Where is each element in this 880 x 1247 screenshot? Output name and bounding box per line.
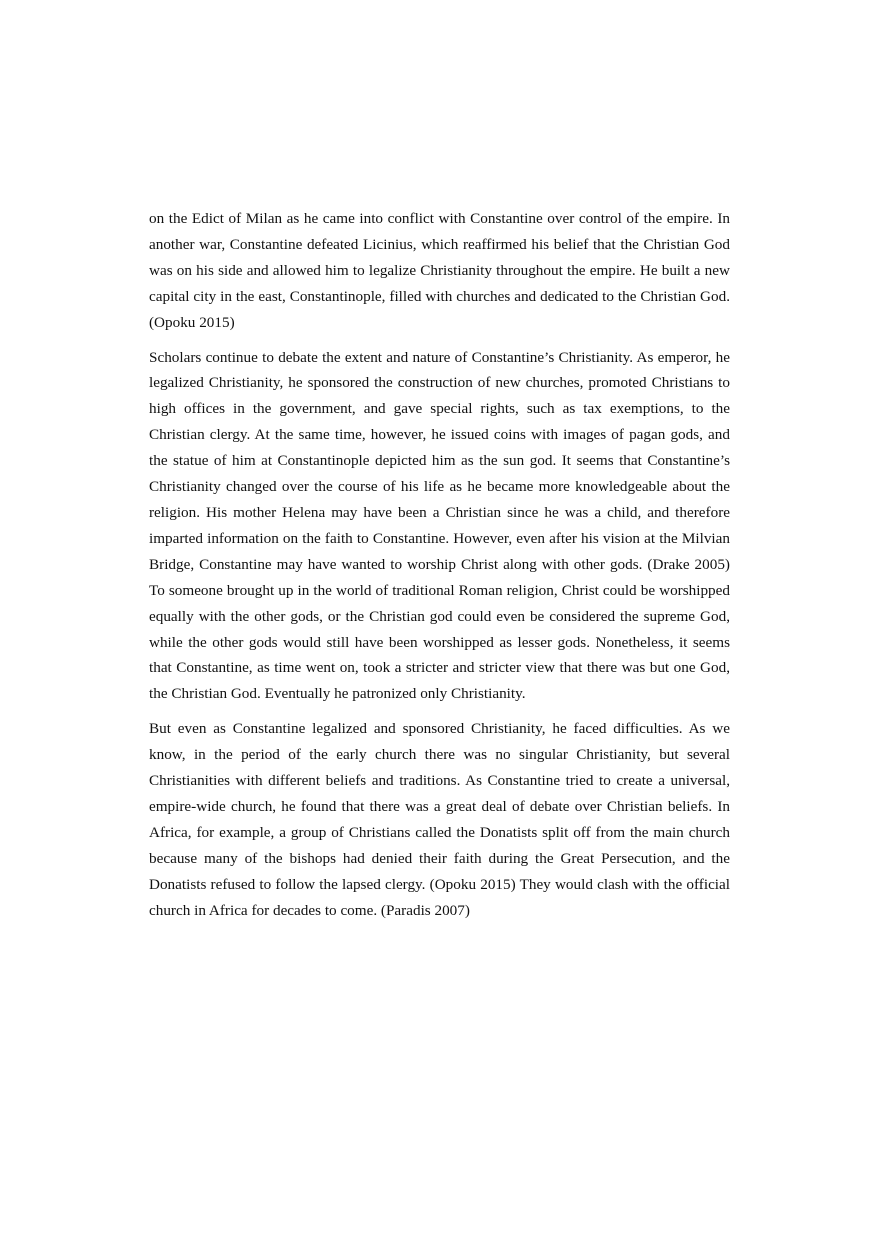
document-body xyxy=(149,206,730,932)
paragraph-constantines-christianity: Scholars continue to debate the extent and nature of Constantine’s Christianity. As emperor, he legalized Christianity, he sponsored the construction of new churches, promoted Christians to high offices in the government, and gave special rights, such as tax exemptions, to the Christian clergy. At the same time, however, he issued coins with images of pagan gods, and the statue of him at Constantinople depicted him as the sun god. It seems that Constantine’s Christianity changed over the course of his life as he became more knowledgeable about the religion. His mother Helena may have been a Christian since he was a child, and therefore imparted information on the faith to Constantine. However, even after his vision at the Milvian Bridge, Constantine may have wanted to worship Christ along with other gods. (Drake 2005) To someone brought up in the world of traditional Roman religion, Christ could be worshipped equally with the other gods, or the Christian god could even be considered the supreme God, while the other gods would still have been worshipped as lesser gods. Nonetheless, it seems that Constantine, as time went on, took a stricter and stricter view that there was but one God, the Christian God. Eventually he patronized only Christianity. xyxy=(149,348,730,703)
paragraph-donatists: But even as Constantine legalized and sponsored Christianity, he faced difficulties. As we know, in the period of the early church there was no singular Christianity, but several Christianities with different beliefs and traditions. As Constantine tried to create a universal, empire-wide church, he found that there was a great deal of debate over Christian beliefs. In Africa, for example, a group of Christians called the Donatists split off from the main church because many of the bishops had denied their faith during the Great Persecution, and the Donatists refused to follow the lapsed clergy. (Opoku 2015) They would clash with the official church in Africa for decades to come. (Paradis 2007) xyxy=(149,720,730,919)
paragraph-edict-of-milan: on the Edict of Milan as he came into conflict with Constantine over control of the empire. In another war, Constantine defeated Licinius, which reaffirmed his belief that the Christian God was on his side and allowed him to legalize Christianity throughout the empire. He built a new capital city in the east, Constantinople, filled with churches and dedicated to the Christian God. (Opoku 2015) xyxy=(149,210,730,331)
